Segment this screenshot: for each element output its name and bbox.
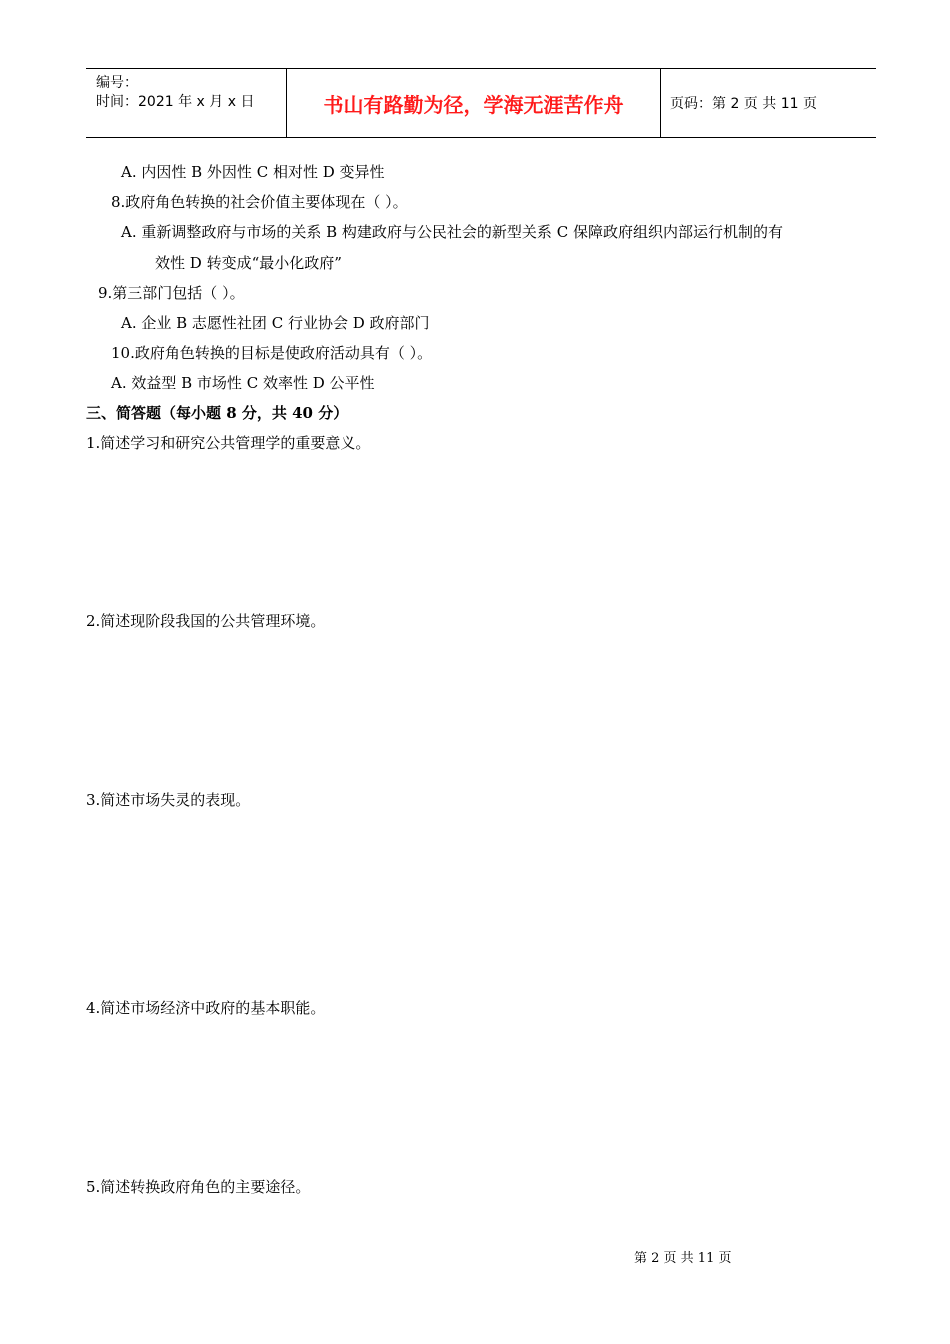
essay-question-1: 1.简述学习和研究公共管理学的重要意义。: [86, 434, 371, 452]
q9-options: A. 企业 B 志愿性社团 C 行业协会 D 政府部门: [121, 314, 430, 332]
header-motto-cell: [286, 69, 661, 137]
page-footer: 第 2 页 共 11 页: [634, 1251, 732, 1266]
essay-question-5: 5.简述转换政府角色的主要途径。: [86, 1178, 311, 1196]
q8-options-line1: A. 重新调整政府与市场的关系 B 构建政府与公民社会的新型关系 C 保障政府组织内部运行机制的有: [121, 223, 783, 241]
essay-question-3: 3.简述市场失灵的表现。: [86, 791, 251, 809]
q8-text: 8.政府角色转换的社会价值主要体现在（ ）。: [111, 193, 408, 211]
section-3-title: 三、简答题（每小题 8 分，共 40 分）: [86, 404, 349, 422]
q9-text: 9.第三部门包括（ ）。: [98, 284, 245, 302]
header-left-cell: [86, 69, 286, 137]
essay-question-4: 4.简述市场经济中政府的基本职能。: [86, 999, 326, 1017]
page-header: [86, 68, 876, 138]
q8-options-line2: 效性 D 转变成“最小化政府”: [155, 254, 342, 272]
essay-question-2: 2.简述现阶段我国的公共管理环境。: [86, 612, 326, 630]
date-label: 时间：2021 年 x 月 x 日: [96, 94, 255, 110]
motto: 书山有路勤为径，学海无涯苦作舟: [323, 93, 624, 117]
q10-text: 10.政府角色转换的目标是使政府活动具有（ ）。: [111, 344, 433, 362]
page-count-label: 页码：第 2 页 共 11 页: [670, 96, 817, 112]
number-label: 编号：: [96, 75, 138, 91]
q7-options: A. 内因性 B 外因性 C 相对性 D 变异性: [121, 163, 385, 181]
header-right-cell: [660, 69, 876, 137]
q10-options: A. 效益型 B 市场性 C 效率性 D 公平性: [111, 374, 375, 392]
